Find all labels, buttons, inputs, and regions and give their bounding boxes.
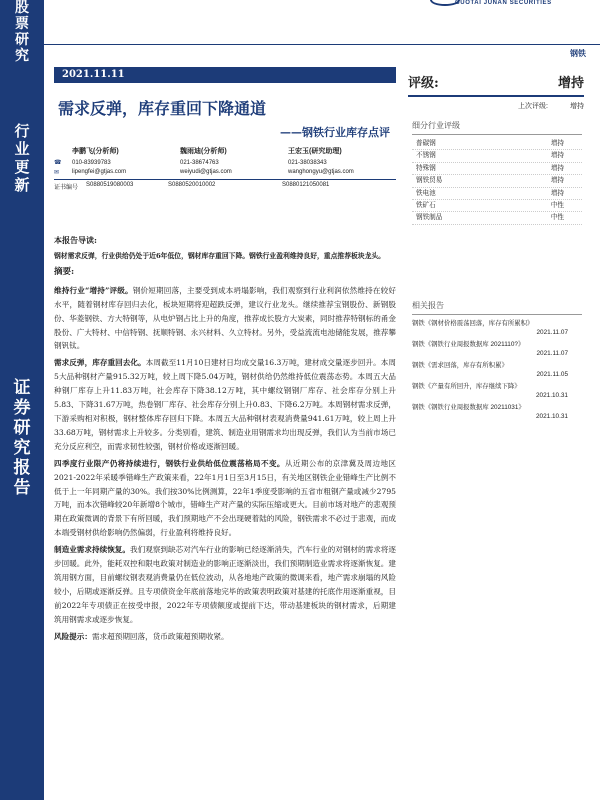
related-report-date: 2021.11.05 — [536, 371, 568, 378]
side-char: 研 — [13, 418, 31, 438]
prev-rating-value: 增持 — [570, 103, 584, 110]
side-char: 证 — [13, 378, 31, 398]
sub-rating-row — [412, 200, 582, 212]
related-report-title[interactable]: 钢铁《钢材价格震荡回落，库存有所累积》 — [412, 320, 534, 327]
report-title: 需求反弹，库存重回下降通道 — [58, 99, 267, 118]
sub-industry-ratings — [412, 120, 582, 225]
side-char: 券 — [13, 398, 31, 418]
sub-rating-value: 增持 — [550, 177, 564, 185]
sub-rating-value: 中性 — [550, 202, 564, 210]
related-report-date: 2021.11.07 — [536, 329, 568, 336]
side-char: 更 — [14, 158, 30, 176]
risk-warning: 风险提示：需求超预期回落，货币政策超预期收紧。 — [54, 631, 229, 641]
related-report-item[interactable] — [412, 340, 582, 358]
side-char: 业 — [14, 140, 30, 158]
cert-2: S0880520010002 — [168, 182, 216, 188]
phone-icon: ☎ — [54, 160, 62, 166]
related-report-title[interactable]: 钢铁《产量有所回升，库存继续下降》 — [412, 383, 521, 390]
sub-rating-value: 增持 — [550, 140, 564, 147]
sub-rating-row — [412, 188, 582, 200]
guide-title: 本报告导读: — [54, 235, 97, 245]
abstract-paragraph: 制造业需求持续恢复。我们观察到缺芯对汽车行业的影响已经逐渐消失，汽车行业的对钢材的需求将逐步回暖。此外，能耗双控和限电政策对制造业的影响正逐渐淡出，我们预期制造业需求将逐渐恢复。建筑用钢方面，目前螺纹钢表观消费量仍在低位波动，从各地地产政策的微调来看，地产需求崩塌的风险较小，后期或逐渐反弹。且专项债资金年底前落地完毕的政策表明政策对基建的托底作用逐渐重视，目前2022年专项债正在按受申报，2022年专项债额度或提前下达，带动基建板块的钢材需求，后期建筑用钢需求或逐步恢复。 — [54, 545, 397, 624]
side-bottom-label — [0, 378, 44, 498]
email-icon: ✉ — [54, 170, 60, 176]
sub-rating-value: 增持 — [550, 164, 564, 172]
sector-tag: 钢铁 — [570, 48, 586, 58]
author-3: 王宏玉(研究助理) 021-38038343 wanghongyu@gtjas.com — [288, 146, 396, 177]
author-3-email[interactable]: wanghongyu@gtjas.com — [288, 169, 354, 175]
sub-rating-row — [412, 138, 582, 150]
author-1-email[interactable]: lipengfei@gtjas.com — [72, 169, 127, 175]
author-block — [54, 146, 396, 191]
author-2: 魏雨迪(分析师) 021-38674763 weiyudi@gtjas.com — [180, 146, 288, 177]
side-mid-label — [0, 122, 44, 194]
side-char: 研 — [15, 32, 29, 48]
abstract-paragraph: 四季度行业限产仍将持续进行，钢铁行业供给低位震荡格局不变。从近期公布的京津冀及周边地区2021-2022年采暖季错峰生产政策来看，22年1月1日至3月15日，有关地区钢铁企业错峰生产比例不低于上一年同期产量的30%。我们按30%比例测算，22年1季度受影响的五省市粗钢产量或减少2795万吨，而本次错峰较20年新增8个城市，错峰生产对产量的实际压缩或更大。目前市场对地产的悲观预期在政策微调的背景下有所回暖，我们预期地产不会出现硬着陆的风险，钢铁需求不必过于悲观，而成本端受钢材供给影响仍然偏弱，行业盈利将维持良好。 — [54, 458, 397, 538]
sub-ratings-title: 细分行业评级 — [412, 120, 582, 135]
related-title: 相关报告 — [412, 300, 582, 315]
report-body — [54, 234, 396, 646]
sub-rating-row — [412, 163, 582, 175]
related-report-title[interactable]: 钢铁《钢铁行业周报数据库 2021110?》 — [412, 341, 525, 348]
sub-rating-name: 钢铁贸易 — [416, 177, 443, 185]
sub-rating-name: 普碳钢 — [416, 140, 436, 147]
side-char: 究 — [13, 438, 31, 458]
contact-icons — [54, 158, 66, 188]
guide-text: 钢材需求反弹，行业供给仍处于近6年低位，钢材库存重回下降。钢铁行业盈利维持良好，重点推荐板块龙头。 — [54, 251, 385, 260]
related-report-title[interactable]: 钢铁《需求回落，库存有所积累》 — [412, 362, 508, 369]
rating-value: 增持 — [557, 76, 584, 91]
related-report-date: 2021.10.31 — [536, 413, 568, 420]
related-report-item[interactable] — [412, 319, 582, 337]
report-subtitle: ——钢铁行业库存点评 — [280, 126, 390, 139]
related-report-item[interactable] — [412, 361, 582, 379]
company-logo-text: GUOTAI JUNAN SECURITIES — [455, 0, 552, 6]
cert-3: S0880121050081 — [282, 182, 330, 188]
sub-rating-row — [412, 150, 582, 162]
side-char: 新 — [14, 176, 30, 194]
sub-rating-value: 增持 — [550, 189, 564, 197]
sub-rating-name: 铁矿石 — [416, 202, 436, 210]
related-report-title[interactable]: 钢铁《钢铁行业周报数据库 20211031》 — [412, 404, 525, 411]
abstract-title: 摘要: — [54, 266, 75, 277]
side-char: 告 — [13, 478, 31, 498]
sub-rating-value: 中性 — [550, 214, 564, 222]
rating-label: 评级: — [408, 76, 439, 91]
side-top-label — [0, 0, 44, 64]
side-char: 行 — [14, 122, 30, 140]
header-divider — [44, 44, 600, 45]
author-1: 李鹏飞(分析师) 010-83939783 lipengfei@gtjas.com — [54, 146, 180, 177]
prev-rating-label: 上次评级: — [518, 103, 548, 110]
sub-rating-value: 增持 — [550, 152, 564, 160]
side-char: 究 — [15, 48, 29, 64]
sub-rating-name: 不锈钢 — [416, 152, 436, 160]
side-char: 股 — [15, 0, 29, 16]
report-date: 2021.11.11 — [54, 67, 396, 83]
abstract-paragraph: 维持行业“增持”评级。钢价短期回落，主要受到成本坍塌影响，我们观察到行业利润依然维持在较好水平，随着钢材库存回归去化，板块短期将迎超跌反弹，建议行业龙头。继续推荐宝钢股份、新钢股份、华菱钢铁、方大特钢等，从电炉钢占比上升的角度，推荐成长股方大炭素，同时推荐特钢标的甬金股份、广大特材、中信特钢、抚顺特钢、永兴材料、久立特材。另外，受益流流电池储能发展，推荐攀钢钒钛。 — [54, 285, 396, 351]
related-report-item[interactable] — [412, 382, 582, 400]
side-char: 报 — [13, 458, 31, 478]
sub-rating-name: 铁电池 — [416, 189, 436, 197]
sub-rating-name: 特殊钢 — [416, 164, 436, 172]
sub-rating-row — [412, 212, 582, 224]
cert-1: S0880519080003 — [86, 182, 134, 188]
abstract-paragraph: 需求反弹，库存重回去化。本周截至11月10日建材日均成交量16.3万吨，建材成交量逐步回升。本周5大品种钢材产量915.32万吨，较上周下降5.04万吨，钢材供给仍然维持低位震荡态势。本周五大品种钢厂库存上升11.83万吨，社会库存下降38.12万吨，其中螺纹钢钢厂库存、社会库存分别上升5.83、下降31.67万吨，热卷钢厂库存、社会库存分别上升0.83、下降6.2万吨。本周钢材需求反弹，下游采购相对积极，钢材整体库存回归下降。本周五大品种钢材表观消费量941.61万吨，较上周上升33.68万吨，钢材需求上升较多。分类别看，建筑、制造业用钢需求均出现反弹，我们认为当前市场已充分反应利空，而需求韧性较强，钢材价格或逐渐回暖。 — [54, 358, 396, 451]
side-char: 票 — [15, 16, 29, 32]
related-report-date: 2021.11.07 — [536, 350, 568, 357]
related-report-date: 2021.10.31 — [536, 392, 568, 399]
rating-box — [408, 70, 584, 111]
related-report-item[interactable] — [412, 403, 582, 421]
sub-rating-name: 钢铁制品 — [416, 214, 443, 222]
cert-label: 证书编号 — [54, 185, 79, 191]
sub-rating-row — [412, 175, 582, 187]
related-reports — [412, 300, 582, 424]
author-2-email[interactable]: weiyudi@gtjas.com — [180, 169, 232, 175]
cert-row — [54, 179, 396, 191]
